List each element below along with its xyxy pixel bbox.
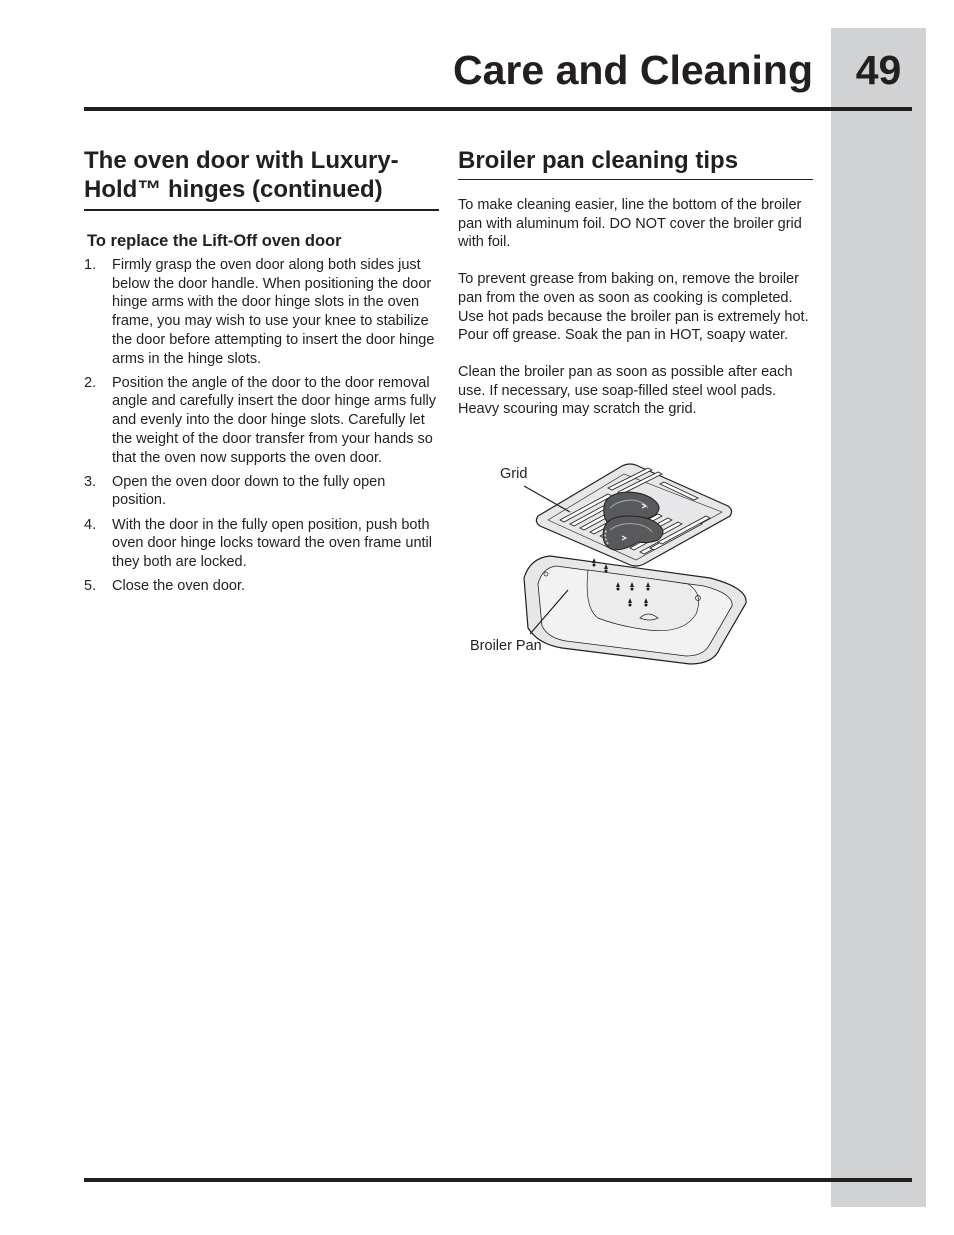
steak-shapes [603, 492, 663, 550]
side-tab [831, 28, 926, 1207]
label-grid: Grid [500, 466, 528, 482]
section-heading-door-hinges: The oven door with Luxury-Hold™ hinges (continued) [84, 146, 439, 211]
step-number: 2. [84, 374, 97, 391]
step-text: Position the angle of the door to the door removal angle and carefully insert the door hinge arms fully and evenly into the door hinge slots. Carefully let the weight of the door transfer from your hands so that the oven now supports the oven door. [112, 374, 437, 466]
step-text: Firmly grasp the oven door along both sides just below the door handle. When positioning the door hinge arms with the door hinge slots in the oven frame, you may wish to use your knee to stabilize the door before attempting to insert the door hinge arms in the hinge slots. [112, 257, 435, 367]
footer-rule [84, 1178, 912, 1182]
step-number: 4. [84, 516, 97, 533]
header-rule [84, 107, 912, 111]
list-item [84, 577, 439, 596]
step-text: Close the oven door. [112, 578, 246, 595]
subheading-replace-door: To replace the Lift-Off oven door [87, 232, 342, 250]
broiler-pan-illustration [458, 458, 758, 670]
broiler-pan-shape [524, 556, 746, 664]
left-column [84, 146, 439, 601]
broiler-pan-drawing [458, 458, 758, 670]
right-column [458, 146, 813, 419]
page-number: 49 [855, 47, 902, 93]
step-number: 1. [84, 257, 97, 273]
replace-door-steps [84, 256, 439, 596]
list-item [84, 374, 439, 468]
broiler-grid-shape [536, 464, 731, 566]
list-item [84, 256, 439, 368]
paragraph-grease: To prevent grease from baking on, remove the broiler pan from the oven as soon as cooking is completed. Use hot pads because the broiler pan is extremely hot. Pour off grease. Soak the pan in HOT, soapy water. [458, 271, 809, 344]
section-heading-broiler-pan: Broiler pan cleaning tips [458, 146, 813, 180]
step-number: 3. [84, 473, 97, 490]
list-item [84, 516, 439, 572]
list-item [84, 473, 439, 510]
leader-line-grid [524, 486, 570, 512]
step-text: Open the oven door down to the fully open position. [112, 473, 386, 509]
page-title: Care and Cleaning [453, 47, 813, 93]
paragraph-clean: Clean the broiler pan as soon as possible after each use. If necessary, use soap-filled steel wool pads. Heavy scouring may scratch the grid. [458, 363, 793, 418]
step-text: With the door in the fully open position, push both oven door hinge locks toward the oven frame until they both are locked. [112, 516, 432, 571]
paragraph-foil: To make cleaning easier, line the bottom of the broiler pan with aluminum foil. DO NOT cover the broiler grid with foil. [458, 197, 802, 251]
label-broiler-pan: Broiler Pan [470, 638, 542, 654]
step-number: 5. [84, 578, 97, 595]
